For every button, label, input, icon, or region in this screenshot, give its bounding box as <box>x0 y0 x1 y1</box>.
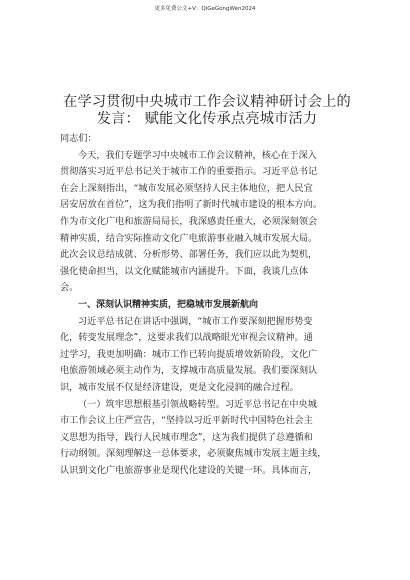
title-line-1: 在学习贯彻中央城市工作会议精神研讨会上的 <box>63 94 351 110</box>
para1-line: 强化使命担当，以文化赋能城市内涵提升。下面，我谈几点体 <box>60 265 309 277</box>
header-note: 更多免费公文+V：QiGeGongWen2024 <box>154 6 256 12</box>
para1-line: 作为市文化广电和旅游局局长，我深感责任重大，必须深刻领会 <box>60 215 318 227</box>
document-title <box>52 94 362 128</box>
para1-line: 在会上深刻指出，“城市发展必须坚持人民主体地位，把人民宜 <box>60 182 313 194</box>
para3-line: 市工作会议上庄严宣告，“坚持以习近平新时代中国特色社会主 <box>60 415 313 427</box>
para1-line: 贯彻落实习近平总书记关于城市工作的重要指示。习近平总书记 <box>60 166 318 178</box>
salutation: 同志们： <box>60 133 97 144</box>
para3-line: （一）筑牢思想根基引领战略转型。习近平总书记在中央城 <box>78 398 317 410</box>
para3-line: 认识到文化广电旅游事业是现代化建设的关键一环。具体而言， <box>60 464 318 476</box>
section-heading-1: 一、深刻认识精神实质，把稳城市发展新航向 <box>78 299 259 310</box>
title-line-2: 发言： 赋能文化传承点亮城市活力 <box>96 111 318 127</box>
para2-line: 过学习，我更加明确：城市工作已转向提质增效新阶段，文化广 <box>60 348 318 360</box>
para1-line: 精神实质，结合实际推动文化广电旅游事业融入城市发展大局。 <box>60 232 318 244</box>
para1-line: 此次会议总结成就、分析形势、部署任务，我们应以此为契机， <box>60 249 318 261</box>
para3-line: 行动纲领。深刻理解这一总体要求，必须聚焦城市发展主题主线， <box>60 448 327 460</box>
para1-line: 居安居放在首位”，这为我们指明了新时代城市建设的根本方向。 <box>60 199 322 211</box>
para2-line: 习近平总书记在讲话中强调，“城市工作要深刻把握形势变 <box>78 315 313 327</box>
para2-line: 电旅游领域必须主动作为，支撑城市高质量发展。我们要深刻认 <box>60 365 318 377</box>
para1-line: 今天，我们专题学习中央城市工作会议精神，核心在于深入 <box>78 149 317 161</box>
para1-line: 会。 <box>60 282 79 294</box>
para2-line: 化，转变发展理念”，这要求我们以战略眼光审视会议精神。通 <box>60 332 313 344</box>
para3-line: 义思想为指导，践行人民城市理念”，这为我们提供了总遵循和 <box>60 431 313 443</box>
document-body <box>60 131 360 479</box>
para2-line: 识，城市发展不仅是经济建设，更是文化浸润的融合过程。 <box>60 381 299 393</box>
